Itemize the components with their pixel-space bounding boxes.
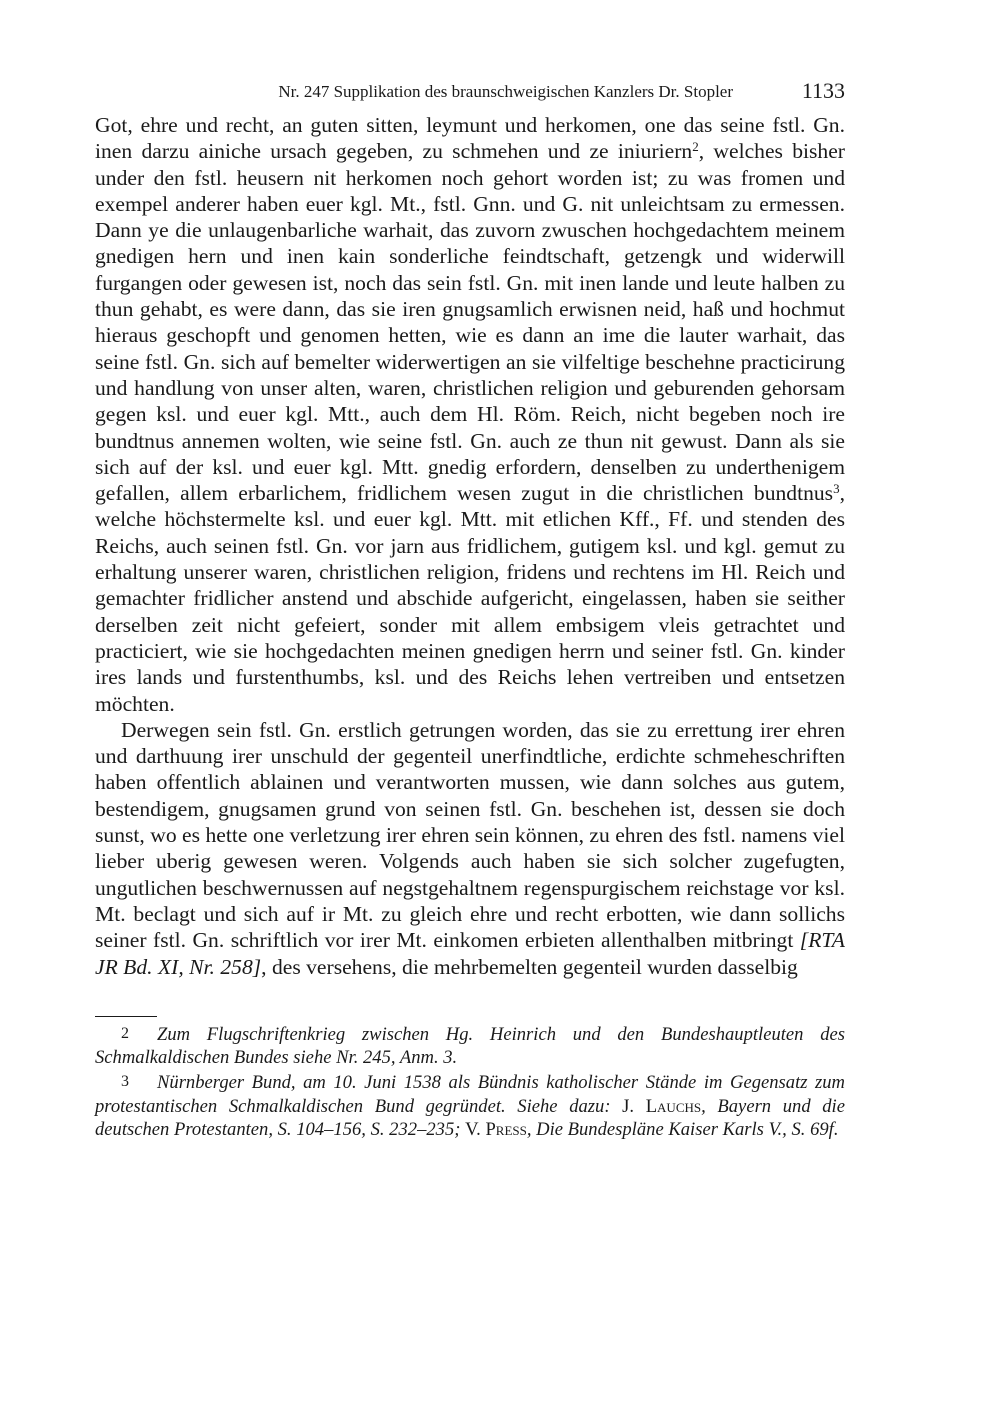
source-reference: [RTA JR Bd. XI, Nr. 258] <box>95 928 845 979</box>
paragraph-1-part-a: Got, ehre und recht, an guten sitten, leymunt und herkomen, one das seine fstl. Gn. inen darzu ainiche ursach gegeben, zu schmehen und ze iniuriern <box>95 113 845 164</box>
footnote-3-author2-initial: V. <box>465 1119 486 1141</box>
footnote-ref-2[interactable]: 2 <box>692 139 699 155</box>
footnote-3-author1-initial: J. <box>622 1095 646 1117</box>
footnote-3-text-a: Nürnberger Bund, am 10. Juni 1538 als Bündnis katholischer Stände im Gegensatz zum protestantischen Schmalkaldischen Bund gegründet. Siehe dazu: <box>95 1071 845 1117</box>
footnote-3-text-c: , Die Bundespläne Kaiser Karls V., S. 69f. <box>526 1119 839 1141</box>
footnote-3-author2-name: Press <box>485 1119 527 1141</box>
paragraph-1-part-b: , welches bisher under den fstl. heusern nit herkomen noch gehort worden ist; zu was fromen und exempel anderer haben euer kgl. Mt., fstl. Gnn. und G. nit unleichtsam zu ermessen. Dann ye die unlaugenbarliche warhait, das zuvorn zwuschen hochgedachtem meinem gnedigen hern und inen kain sonderliche feindtschaft, getzengk und widerwill furgangen oder gewesen ist, noch das sein fstl. Gn. mit inen lande und leute halben zu thun gehabt, es were dann, das sie iren gnugsamlich erwisnen neid, haß und hochmut hieraus geschopft und genomen hetten, wie es dann an ime die lauter warhait, das seine fstl. Gn. sich auf bemelter widerwertigen an sie vilfeltige beschehne practicirung und handlung von unser alten, waren, christlichen religion und geburenden gehorsam gegen ksl. und euer kgl. Mtt., auch dem Hl. Röm. Reich, nicht begeben noch ire bundtnus annemen wolten, wie seine fstl. Gn. auch ze thun nit gewust. Dann als sie sich auf der ksl. und euer kgl. Mtt. gnedig erfordern, denselben zu underthenigem gefallen, allem erbarlichem, fridlichem wesen zugut in die christlichen bundtnus <box>95 139 845 506</box>
paragraph-1 <box>95 112 845 717</box>
paragraph-2-part-b: , des versehens, die mehrbemelten gegenteil wurden dasselbig <box>261 954 798 979</box>
footnote-2-number: 2 <box>121 1024 129 1042</box>
footnote-ref-3[interactable]: 3 <box>833 481 840 497</box>
footnote-3-author1-name: Lauchs <box>645 1095 702 1117</box>
footnote-2 <box>95 1022 845 1070</box>
footnote-3-number: 3 <box>121 1072 129 1090</box>
running-header <box>95 78 845 112</box>
footnote-3 <box>95 1070 845 1142</box>
page-number: 1133 <box>801 78 845 103</box>
footnote-divider <box>95 1016 157 1017</box>
running-title: Nr. 247 Supplikation des braunschweigischen Kanzlers Dr. Stopler <box>278 82 733 101</box>
document-page <box>95 78 845 1142</box>
paragraph-2 <box>95 717 845 980</box>
paragraph-2-part-a: Derwegen sein fstl. Gn. erstlich getrungen worden, das sie zu errettung irer ehren und darthuung irer unschuld der gegenteil unerfindtliche, erdichte schmeheschriften haben offentlich ablainen und verantworten mussen, wie dann solches aus gutem, bestendigem, gnugsamen grund von seinen fstl. Gn. beschehen ist, dessen sie doch sunst, wo es hette one verletzung irer ehren sein können, zu ehren des fstl. namens viel lieber uberig gewesen weren. Volgends auch haben sie sich solcher zugefugten, ungutlichen beschwernussen auf negstgehaltnem regenspurgischem reichstage vor ksl. Mt. beclagt und sich auf ir Mt. zu gleich ehre und recht erbotten, wie dann sollichs seiner fstl. Gn. schriftlich vor irer Mt. einkomen erbieten allenthalben mitbringt <box>95 717 845 953</box>
footnote-3-text-b: , Bayern und die deutschen Protestanten, S. 104–156, S. 232–235; <box>95 1095 845 1141</box>
main-text <box>95 112 845 980</box>
footnote-2-text: Zum Flugschriftenkrieg zwischen Hg. Heinrich und den Bundeshauptleuten des Schmalkaldischen Bundes siehe Nr. 245, Anm. 3. <box>95 1023 845 1069</box>
footnotes <box>95 1022 845 1142</box>
paragraph-1-part-c: , welche höchstermelte ksl. und euer kgl. Mtt. mit etlichen Kff., Ff. und stenden des Reichs, auch seinen fstl. Gn. vor jarn aus fridlichem, gutigem ksl. und kgl. gemut zu erhaltung unserer waren, christlichen religion, fridens und rechtens im Hl. Reich und gemachter fridlicher anstend und abschide aufgericht, eingelassen, haben sie seither derselben zeit nicht gefeiert, sonder mit allem embsigem vleis getrachtet und practiciert, wie sie hochgedachten meinen gnedigen herrn und seiner fstl. Gn. kinder ires lands und furstenthumbs, ksl. und des Reichs lehen vertreiben und entsetzen möchten. <box>95 481 845 716</box>
